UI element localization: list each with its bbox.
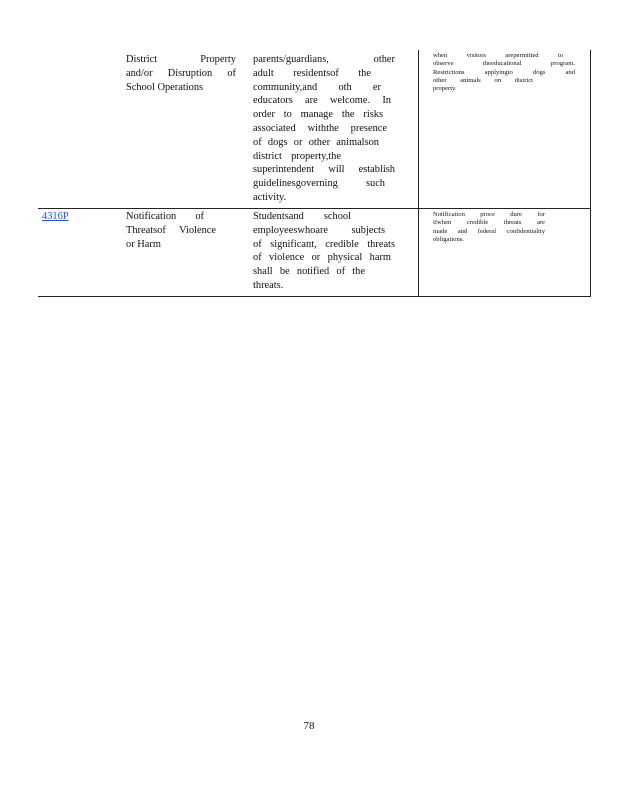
policy-table [38, 50, 591, 297]
row2-notes [425, 211, 565, 244]
note-item: Notification proce dure for ifwhen credible threats are made and federal confidentiality obligations. [425, 211, 565, 244]
note-item: when visitors arepermitted to observe theeducational program. [425, 52, 575, 69]
table-right-border [590, 50, 591, 297]
row-divider [38, 208, 591, 209]
row1-notes [425, 52, 575, 93]
policy-code-link[interactable]: 4316P [42, 211, 69, 222]
row2-code-cell [42, 210, 112, 224]
note-item: Restrictions applyingto dogs and other animals on district property. [425, 69, 575, 94]
page-number: 78 [303, 720, 315, 732]
row1-description: parents/guardians, other adult residentsof the community,and oth er educators are welcome. In order to manage the risks associated withthe presence of dogs or other animalson district property,the superintendent will establish guidelinesgoverning such activity. [253, 54, 395, 203]
bullet-icon [425, 211, 433, 244]
row2-title: Notification of Threatsof Violence or Harm [126, 211, 216, 250]
row1-title: District Property and/or Disruption of School Operations [126, 54, 236, 93]
row2-description: Studentsand school employeeswhoare subjects of significant, credible threats of violence or physical harm shall be notified of the threats. [253, 211, 395, 291]
bullet-icon [425, 52, 433, 69]
column-divider [418, 50, 419, 297]
bullet-icon [425, 69, 433, 94]
table-bottom-border [38, 296, 591, 297]
